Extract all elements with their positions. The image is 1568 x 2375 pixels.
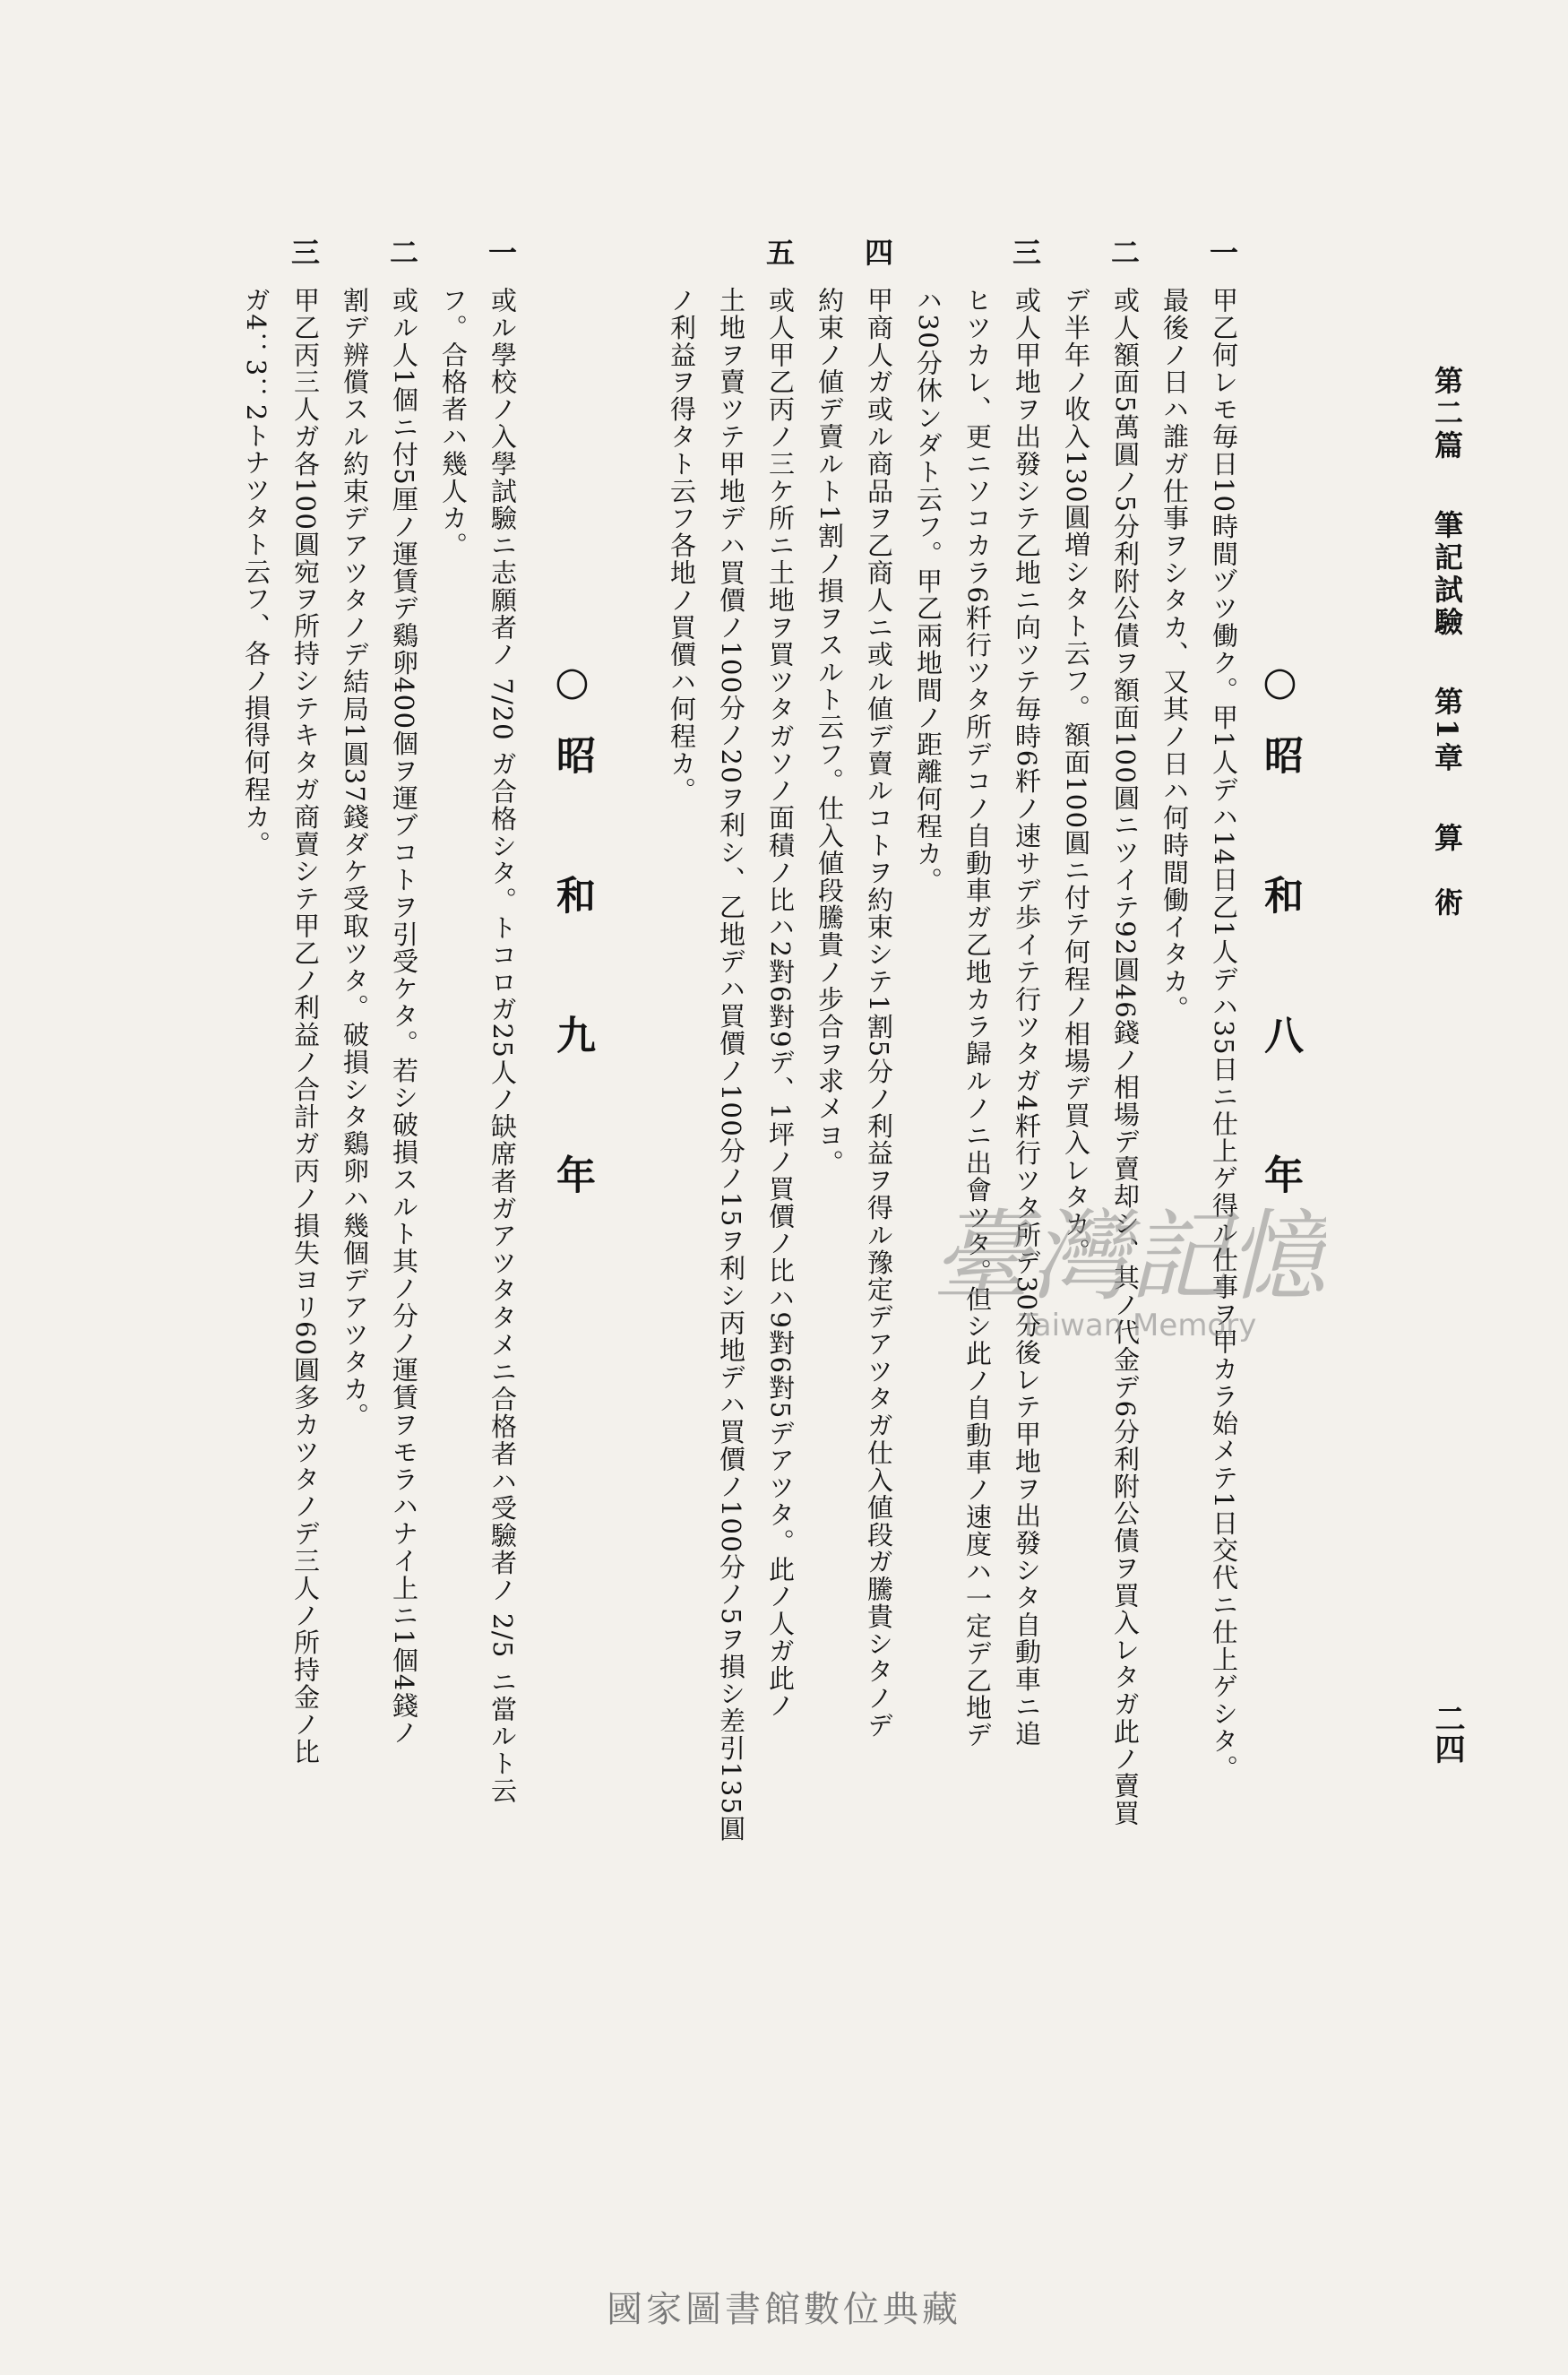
problem-number: 三 (1008, 238, 1042, 268)
problem-text-line: 最後ノ日ハ誰ガ仕事ヲシタカ、又其ノ日ハ何時間働イタカ。 (1159, 287, 1190, 1023)
problem-text-line: 或ル人1個ニ付5厘ノ運賃デ鷄卵400個ヲ運ブコトヲ引受ケタ。若シ破損スルト其ノ分ノ運賃ヲモラハナイ上ニ1個4錢ノ (389, 287, 419, 1747)
running-header (1426, 366, 1468, 975)
problem-text-line: 約束ノ値デ賣ルト1割ノ損ヲスルト云フ。仕入値段騰貴ノ步合ヲ求メヨ。 (814, 287, 845, 1177)
archive-footer: 國家圖書館數位典藏 (607, 2289, 961, 2330)
problem-number: 五 (762, 238, 796, 268)
page-number: 二四 (1429, 1703, 1465, 1764)
problem-text-line: 或人甲地ヲ出發シテ乙地ニ向ツテ毎時6粁ノ速サデ歩イテ行ツタガ4粁行ツタ所デ30分後レテ甲地ヲ出發シタ自動車ニ追 (1012, 287, 1042, 1748)
problem-number: 三 (287, 238, 321, 268)
header-part: 第二篇 (1430, 366, 1464, 462)
problem-text-line: 或ル學校ノ入學試驗ニ志願者ノ 7/20 ガ合格シタ。トコロガ25人ノ缺席者ガアツタタメニ合格者ハ受驗者ノ 2/5 ニ當ルト云 (487, 287, 518, 1805)
header-chapter: 第1章 (1430, 687, 1464, 775)
problem-number: 一 (1205, 238, 1239, 268)
problem-number: 二 (1107, 238, 1141, 268)
problem-text-line: フ。合格者ハ幾人カ。 (438, 287, 469, 559)
header-subject: 算 術 (1430, 822, 1464, 920)
problem-number: 二 (385, 238, 419, 268)
header-section: 筆記試驗 (1430, 510, 1464, 640)
problem-text-line: 或人額面5萬圓ノ5分利附公債ヲ額面100圓ニツイテ92圓46錢ノ相場デ賣却シ、其ノ代金デ6分利附公債ヲ買入レタガ此ノ賣買 (1110, 287, 1141, 1827)
problem-text-line: 或人甲乙丙ノ三ケ所ニ土地ヲ買ツタガソノ面積ノ比ハ2對6對9デ、1坪ノ買價ノ比ハ9對6對5デアツタ。此ノ人ガ此ノ (765, 287, 796, 1720)
problem-text-line: ガ4：3：2トナツタト云フ、各ノ損得何程カ。 (241, 287, 271, 859)
problem-text-line: ハ30分休ンダト云フ。甲乙兩地間ノ距離何程カ。 (913, 287, 943, 895)
problem-text-line: ヒツカレ、更ニソコカラ6粁行ツタ所デコノ自動車ガ乙地カラ歸ルノニ出會ツタ。但シ此ノ自動車ノ速度ハ一定デ乙地デ (962, 287, 993, 1749)
problem-number: 四 (860, 238, 894, 268)
problem-text-line: 甲乙丙三人ガ各100圓宛ヲ所持シテキタガ商賣シテ甲乙ノ利益ノ合計ガ丙ノ損失ヨリ60圓多カツタノデ三人ノ所持金ノ比 (290, 287, 321, 1766)
problem-text-line: ノ利益ヲ得タト云フ各地ノ買價ハ何程カ。 (667, 287, 697, 805)
problem-text-line: 甲乙何レモ毎日10時間ヅツ働ク。甲1人デハ14日乙1人デハ35日ニ仕上ゲ得ル仕事ヲ甲カラ始メテ1日交代ニ仕上ゲシタ。 (1209, 287, 1239, 1783)
problem-text-line: 割デ辨償スル約束デアツタノデ結局1圓37錢ダケ受取ツタ。破損シタ鷄卵ハ幾個デアツタカ。 (340, 287, 370, 1430)
watermark-sub: Taiwan Memory (1019, 1308, 1257, 1343)
problem-text-line: 土地ヲ賣ツテ甲地デハ買價ノ100分ノ20ヲ利シ、乙地デハ買價ノ100分ノ15ヲ利シ丙地デハ買價ノ100分ノ5ヲ損シ差引135圓 (716, 287, 746, 1843)
problem-text-line: 甲商人ガ或ル商品ヲ乙商人ニ或ル値デ賣ルコトヲ約束シテ1割5分ノ利益ヲ得ル豫定デアツタガ仕入値段ガ騰貴シタノデ (864, 287, 894, 1740)
watermark-main: 臺灣記憶 (932, 1199, 1326, 1314)
section-title-showa-8: ○昭 和 八 年 (1257, 659, 1303, 1224)
section-title-showa-9: ○昭 和 九 年 (549, 659, 595, 1224)
problem-number: 一 (484, 238, 518, 268)
problem-text-line: デ半年ノ收入130圓増シタト云フ。額面100圓ニ付テ何程ノ相場デ買入レタカ。 (1061, 287, 1091, 1265)
